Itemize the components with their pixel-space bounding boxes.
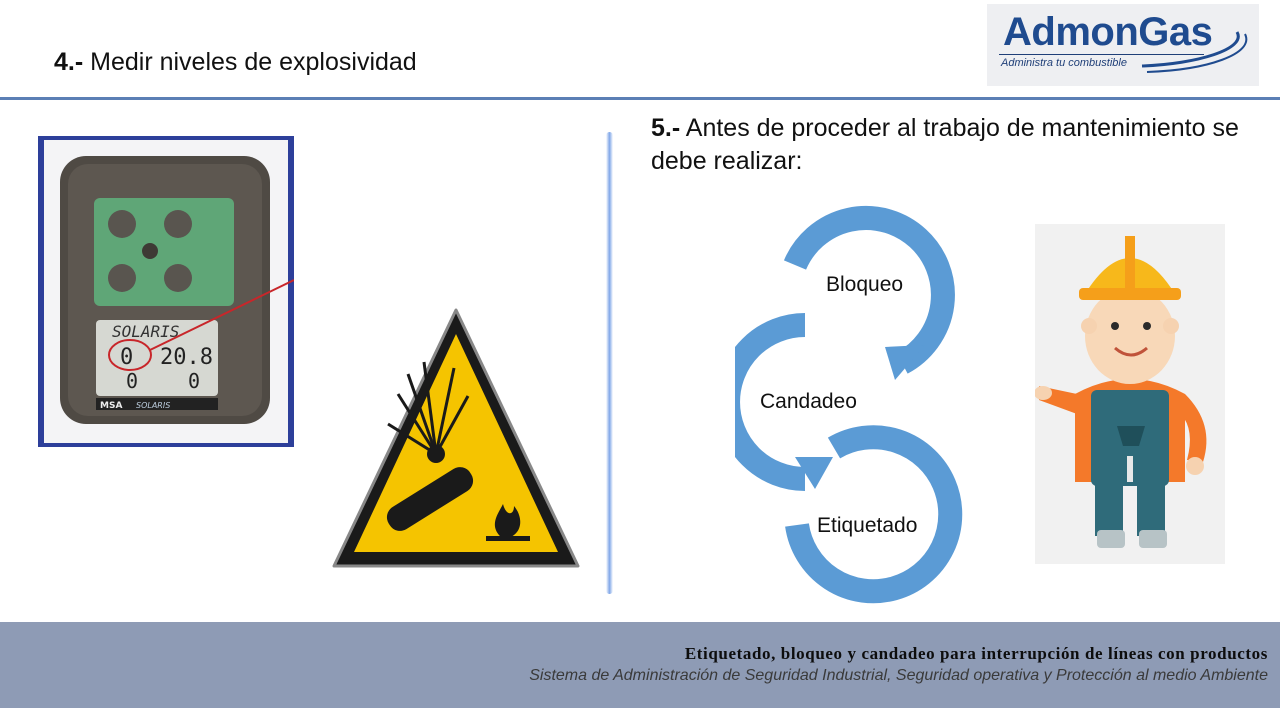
gas-detector-illustration xyxy=(38,136,294,447)
cycle-step-etiquetado: Etiquetado xyxy=(817,514,918,537)
logo-swoosh-icon xyxy=(1137,24,1252,76)
detector-reading-lel: 0 xyxy=(120,345,134,370)
section-heading-4 xyxy=(54,48,417,77)
footer-bar xyxy=(0,622,1280,708)
admongas-logo xyxy=(987,4,1259,86)
footer-title: Etiquetado, bloqueo y candadeo para interrupción de líneas con productos xyxy=(684,644,1268,663)
worker-illustration xyxy=(1035,224,1225,564)
vertical-divider xyxy=(606,132,613,594)
detector-reading-3: 0 xyxy=(126,369,139,393)
logo-tagline: Administra tu combustible xyxy=(1001,57,1127,69)
heading-5-number: 5.- xyxy=(651,114,681,142)
explosion-warning-sign-icon xyxy=(328,304,584,576)
heading-4-number: 4.- xyxy=(54,48,84,76)
header-divider xyxy=(0,97,1280,100)
footer-subtitle: Sistema de Administración de Seguridad Industrial, Seguridad operativa y Protección al medio Ambiente xyxy=(529,667,1268,684)
cycle-step-candadeo: Candadeo xyxy=(760,390,857,413)
logo-underline xyxy=(999,54,1204,55)
detector-maker: MSA xyxy=(100,401,123,411)
logo-brand: AdmonGas xyxy=(1003,10,1213,54)
detector-display-brand: SOLARIS xyxy=(112,322,180,341)
detector-model: SOLARIS xyxy=(136,401,171,410)
heading-5-text: Antes de proceder al trabajo de mantenimiento se debe realizar: xyxy=(651,114,1239,175)
heading-4-text: Medir niveles de explosividad xyxy=(90,48,417,76)
cycle-step-bloqueo: Bloqueo xyxy=(826,273,904,296)
gas-detector-image xyxy=(38,136,294,447)
detector-reading-o2: 20.8 xyxy=(160,345,213,370)
detector-reading-4: 0 xyxy=(188,369,201,393)
worker-figure-icon xyxy=(1035,224,1225,564)
section-heading-5 xyxy=(651,112,1251,178)
